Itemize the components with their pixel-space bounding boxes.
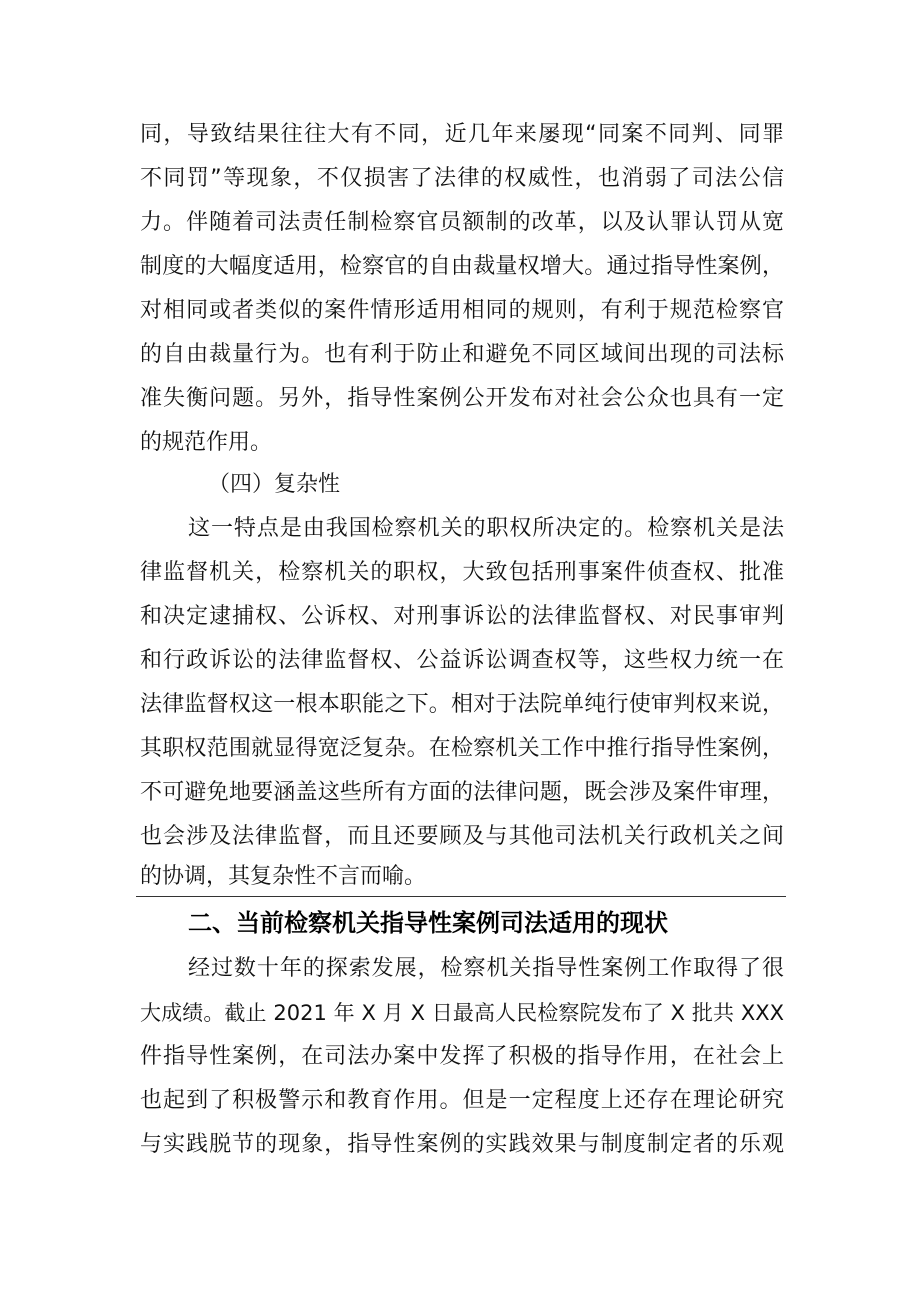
paragraph-line: 对相同或者类似的案件情形适用相同的规则，有利于规范检察官 [140, 298, 784, 323]
horizontal-rule [136, 896, 786, 897]
paragraph-line: 的协调，其复杂性不言而喻。 [140, 864, 427, 889]
paragraph-line: 件指导性案例，在司法办案中发挥了积极的指导作用，在社会上 [140, 1044, 784, 1069]
paragraph-line: 同，导致结果往往大有不同，近几年来屡现“同案不同判、同罪 [140, 122, 784, 147]
section-heading: 二、当前检察机关指导性案例司法适用的现状 [188, 909, 668, 937]
paragraph-line: 的自由裁量行为。也有利于防止和避免不同区域间出现的司法标 [140, 342, 784, 367]
paragraph-line: 法律监督权这一根本职能之下。相对于法院单纯行使审判权来说， [140, 692, 784, 717]
section-subheading: （四）复杂性 [208, 472, 341, 497]
paragraph-line: 经过数十年的探索发展，检察机关指导性案例工作取得了很 [188, 956, 784, 981]
paragraph-line: 不同罚”等现象，不仅损害了法律的权威性，也消弱了司法公信 [140, 166, 784, 191]
paragraph-line: 不可避免地要涵盖这些所有方面的法律问题，既会涉及案件审理， [140, 780, 784, 805]
paragraph-line: 和行政诉讼的法律监督权、公益诉讼调查权等，这些权力统一在 [140, 648, 784, 673]
paragraph-line: 律监督机关，检察机关的职权，大致包括刑事案件侦查权、批准 [140, 560, 784, 585]
paragraph-line: 其职权范围就显得宽泛复杂。在检察机关工作中推行指导性案例， [140, 736, 784, 761]
paragraph-line: 和决定逮捕权、公诉权、对刑事诉讼的法律监督权、对民事审判 [140, 604, 784, 629]
paragraph-line: 这一特点是由我国检察机关的职权所决定的。检察机关是法 [188, 516, 784, 541]
paragraph-line: 也起到了积极警示和教育作用。但是一定程度上还存在理论研究 [140, 1088, 784, 1113]
paragraph-line: 的规范作用。 [140, 430, 273, 455]
paragraph-line: 也会涉及法律监督，而且还要顾及与其他司法机关行政机关之间 [140, 824, 784, 849]
paragraph-line: 大成绩。截止 2021 年 X 月 X 日最高人民检察院发布了 X 批共 XXX [140, 1001, 784, 1025]
paragraph-line: 制度的大幅度适用，检察官的自由裁量权增大。通过指导性案例， [140, 254, 784, 279]
paragraph-line: 与实践脱节的现象，指导性案例的实践效果与制度制定者的乐观 [140, 1132, 784, 1157]
paragraph-line: 准失衡问题。另外，指导性案例公开发布对社会公众也具有一定 [140, 386, 784, 411]
paragraph-line: 力。伴随着司法责任制检察官员额制的改革，以及认罪认罚从宽 [140, 210, 784, 235]
